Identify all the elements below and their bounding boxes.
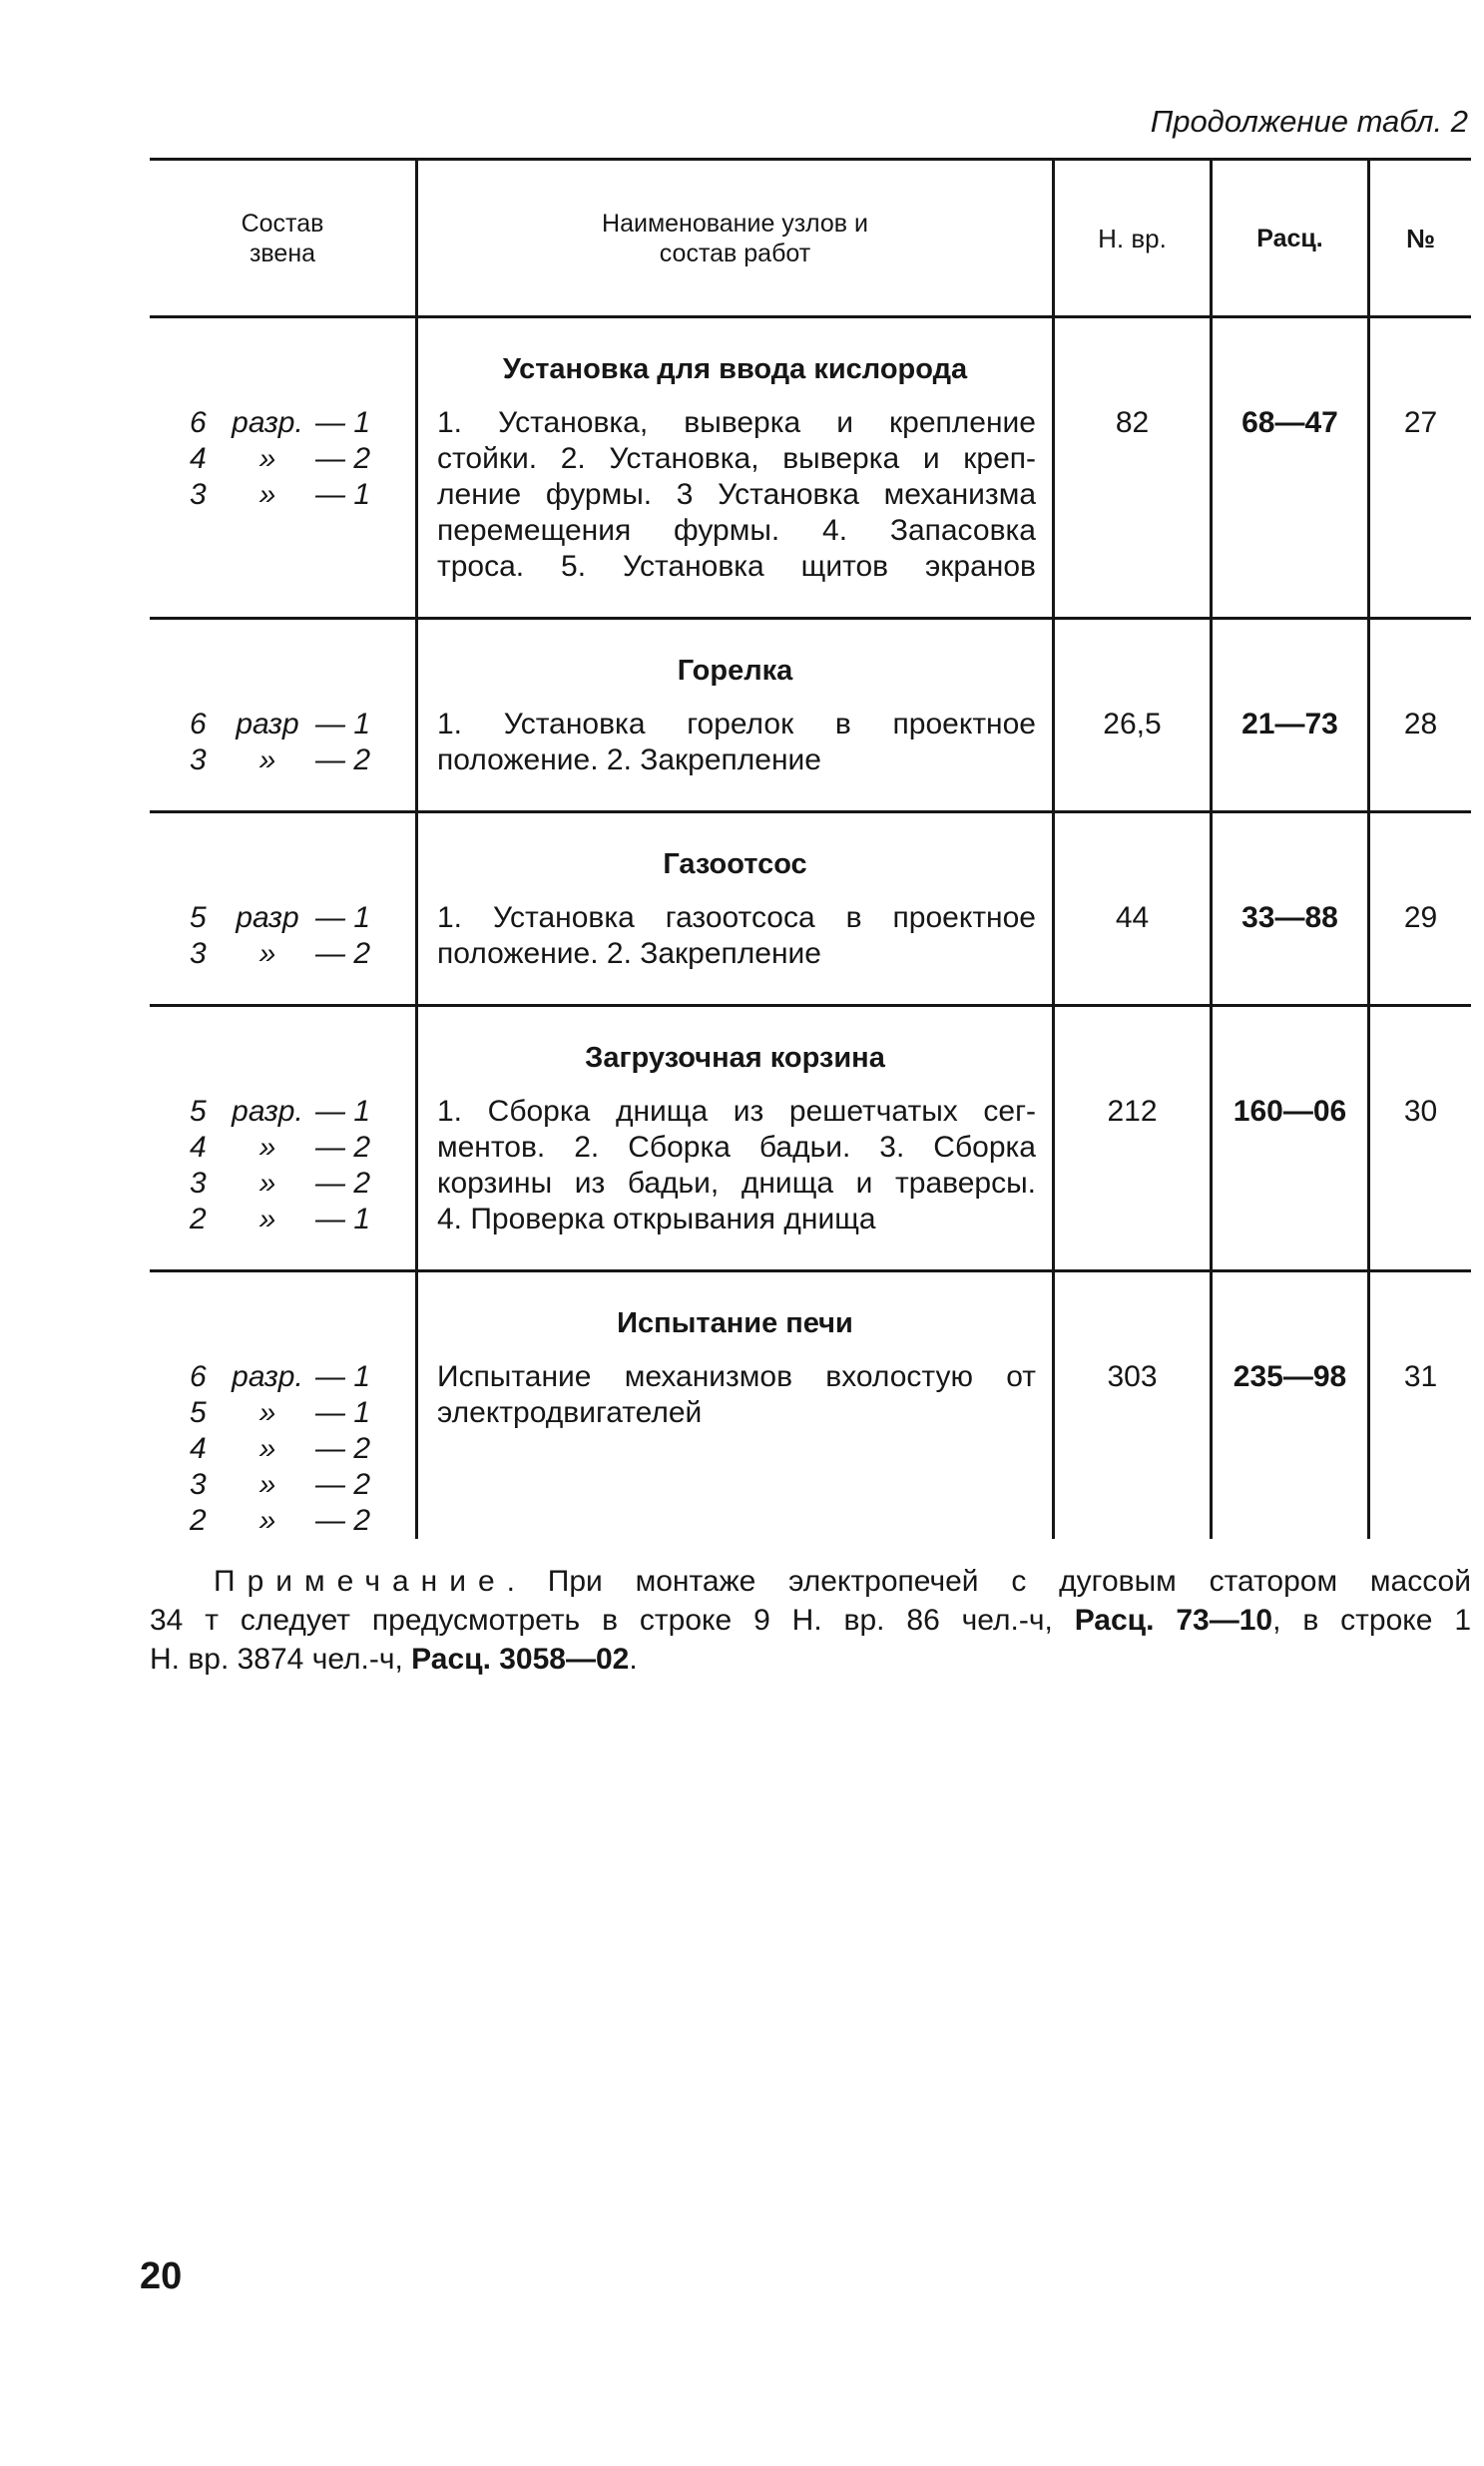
work-description-line: 1. Установка горелок в проектное (437, 708, 1036, 740)
crew-grade-unit: » (258, 478, 276, 511)
work-description-cell (415, 620, 1052, 810)
crew-grade-unit: » (258, 937, 276, 970)
crew-grade: 3 (190, 937, 207, 970)
note-rate: Расц. 3058—02 (411, 1643, 630, 1676)
norm-time-value: 26,5 (1103, 708, 1162, 740)
note-text: 34 т следует предусмотреть в строке 9 Н. вр. 86 чел.-ч, (150, 1604, 1075, 1637)
note-text: , в строке 1 (1272, 1604, 1471, 1637)
work-description-line: стойки. 2. Установка, выверка и креп- (437, 442, 1036, 475)
row-number-value: 27 (1403, 406, 1438, 439)
crew-line (150, 441, 415, 477)
crew-grade: 2 (190, 1203, 207, 1235)
work-description-cell (415, 1007, 1052, 1269)
rate-value: 235—98 (1233, 1360, 1347, 1393)
crew-grade-unit: » (258, 1468, 276, 1501)
crew-grade-unit: разр. (232, 406, 303, 439)
crew-quantity: — 2 (315, 1167, 371, 1200)
row-number-value: 30 (1403, 1095, 1438, 1128)
crew-grade: 5 (190, 901, 207, 934)
rate-value: 68—47 (1241, 406, 1338, 439)
note-line (150, 1601, 1471, 1640)
crew-grade: 6 (190, 1360, 207, 1393)
crew-composition-cell (150, 318, 415, 617)
norm-time-value: 303 (1107, 1360, 1158, 1393)
table-section (150, 813, 1471, 1007)
crew-quantity: — 1 (315, 1203, 371, 1235)
rate-value: 160—06 (1233, 1095, 1347, 1128)
crew-line (150, 1094, 415, 1130)
crew-line (150, 900, 415, 936)
crew-line (150, 1359, 415, 1395)
column-header-text-line: состав работ (659, 239, 811, 267)
column-header-text-line: Состав (241, 209, 324, 238)
crew-grade-unit: » (258, 1167, 276, 1200)
column-header-work (415, 161, 1052, 315)
column-header-norm-time (1052, 161, 1210, 315)
crew-quantity: — 1 (315, 901, 371, 934)
crew-line (150, 1431, 415, 1467)
crew-grade: 5 (190, 1396, 207, 1429)
norm-time-cell (1052, 1007, 1210, 1269)
crew-line (150, 707, 415, 742)
page-number: 20 (140, 2255, 183, 2297)
rate-cell (1210, 1272, 1367, 1539)
crew-grade-unit: разр. (232, 1095, 303, 1128)
norm-time-value: 44 (1115, 901, 1150, 934)
norm-time-value: 82 (1115, 406, 1150, 439)
crew-composition-cell (150, 1007, 415, 1269)
crew-composition-cell (150, 620, 415, 810)
row-number-value: 28 (1403, 708, 1438, 740)
column-header-text-line: № (1406, 223, 1435, 253)
rate-value: 33—88 (1241, 901, 1338, 934)
rate-cell (1210, 1007, 1367, 1269)
crew-grade-unit: разр (236, 901, 299, 934)
crew-grade-unit: разр. (232, 1360, 303, 1393)
crew-line (150, 936, 415, 972)
crew-composition-cell (150, 1272, 415, 1539)
table-section (150, 1007, 1471, 1272)
work-norms-table (150, 158, 1471, 1539)
work-description-line: ментов. 2. Сборка бадьи. 3. Сборка (437, 1131, 1036, 1164)
column-header-text-line: звена (248, 239, 316, 267)
crew-line (150, 1130, 415, 1166)
crew-grade-unit: » (258, 1432, 276, 1465)
norm-time-cell (1052, 813, 1210, 1004)
work-description-line: 4. Проверка открывания днища (437, 1203, 876, 1235)
work-description-line: корзины из бадьи, днища и траверсы. (437, 1167, 1036, 1200)
work-description-line: 1. Установка, выверка и крепление (437, 406, 1036, 439)
crew-quantity: — 2 (315, 937, 371, 970)
section-title: Установка для ввода кислорода (502, 353, 968, 385)
rate-cell (1210, 318, 1367, 617)
work-description-line: 1. Сборка днища из решетчатых сег- (437, 1095, 1036, 1128)
section-title: Испытание печи (617, 1307, 853, 1339)
crew-line (150, 1395, 415, 1431)
crew-grade-unit: » (258, 1131, 276, 1164)
work-description-line: Испытание механизмов вхолостую от (437, 1360, 1036, 1393)
crew-line (150, 405, 415, 441)
column-header-crew (150, 161, 415, 315)
norm-time-cell (1052, 620, 1210, 810)
column-header-text-line: Наименование узлов и (602, 209, 868, 238)
note-text: . (629, 1643, 638, 1676)
crew-grade: 3 (190, 1167, 207, 1200)
crew-grade: 5 (190, 1095, 207, 1128)
rate-cell (1210, 620, 1367, 810)
crew-grade: 4 (190, 442, 207, 475)
crew-grade: 4 (190, 1432, 207, 1465)
crew-grade-unit: разр (236, 708, 299, 740)
crew-grade: 4 (190, 1131, 207, 1164)
crew-quantity: — 2 (315, 743, 371, 776)
row-number-cell (1367, 1272, 1471, 1539)
crew-quantity: — 2 (315, 1504, 371, 1537)
crew-line (150, 1467, 415, 1503)
note-rate: Расц. 73—10 (1074, 1604, 1273, 1637)
row-number-cell (1367, 813, 1471, 1004)
crew-quantity: — 2 (315, 1432, 371, 1465)
section-title: Горелка (677, 655, 793, 687)
note-line (150, 1562, 1471, 1601)
crew-grade: 3 (190, 743, 207, 776)
column-header-number (1367, 161, 1471, 315)
crew-quantity: — 1 (315, 406, 371, 439)
work-description-line: ление фурмы. 3 Установка механизма (437, 478, 1036, 511)
rate-cell (1210, 813, 1367, 1004)
crew-grade: 3 (190, 1468, 207, 1501)
crew-composition-cell (150, 813, 415, 1004)
column-header-rate (1210, 161, 1367, 315)
row-number-cell (1367, 620, 1471, 810)
note-label: Примечание (214, 1565, 507, 1598)
crew-grade-unit: » (258, 1203, 276, 1235)
row-number-value: 31 (1403, 1360, 1438, 1393)
crew-grade: 6 (190, 406, 207, 439)
table-section (150, 318, 1471, 620)
table-section (150, 620, 1471, 813)
crew-grade-unit: » (258, 743, 276, 776)
row-number-value: 29 (1403, 901, 1438, 934)
crew-grade-unit: » (258, 1396, 276, 1429)
table-continuation-caption: Продолжение табл. 2 (1150, 104, 1468, 139)
crew-quantity: — 2 (315, 1131, 371, 1164)
work-description-line: троса. 5. Установка щитов экранов (437, 550, 1036, 583)
norm-time-cell (1052, 318, 1210, 617)
column-header-text-line: Н. вр. (1098, 223, 1167, 253)
work-description-line: положение. 2. Закрепление (437, 743, 821, 776)
section-title: Газоотсос (663, 848, 807, 880)
work-description-cell (415, 318, 1052, 617)
section-title: Загрузочная корзина (585, 1042, 885, 1074)
table-footnote (150, 1562, 1471, 1679)
crew-line (150, 1503, 415, 1539)
crew-quantity: — 1 (315, 478, 371, 511)
crew-grade: 6 (190, 708, 207, 740)
table-section (150, 1272, 1471, 1539)
rate-value: 21—73 (1241, 708, 1338, 740)
crew-grade: 2 (190, 1504, 207, 1537)
crew-quantity: — 1 (315, 1095, 371, 1128)
table-header-row (150, 158, 1471, 318)
crew-grade-unit: » (258, 1504, 276, 1537)
crew-line (150, 742, 415, 778)
crew-quantity: — 1 (315, 1360, 371, 1393)
crew-grade: 3 (190, 478, 207, 511)
norm-time-cell (1052, 1272, 1210, 1539)
note-text: Н. вр. 3874 чел.-ч, (150, 1643, 412, 1676)
row-number-cell (1367, 1007, 1471, 1269)
note-line (150, 1640, 1471, 1679)
work-description-line: 1. Установка газоотсоса в проектное (437, 901, 1036, 934)
work-description-cell (415, 1272, 1052, 1539)
work-description-line: положение. 2. Закрепление (437, 937, 821, 970)
note-text: . При монтаже электропечей с дуговым статором массой (506, 1565, 1471, 1598)
column-header-text-line: Расц. (1256, 224, 1323, 252)
crew-line (150, 1166, 415, 1202)
crew-line (150, 477, 415, 513)
work-description-line: перемещения фурмы. 4. Запасовка (437, 514, 1036, 547)
row-number-cell (1367, 318, 1471, 617)
crew-quantity: — 1 (315, 1396, 371, 1429)
crew-quantity: — 1 (315, 708, 371, 740)
work-description-line: электродвигателей (437, 1396, 703, 1429)
norm-time-value: 212 (1107, 1095, 1158, 1128)
crew-quantity: — 2 (315, 442, 371, 475)
crew-quantity: — 2 (315, 1468, 371, 1501)
work-description-cell (415, 813, 1052, 1004)
crew-line (150, 1202, 415, 1237)
crew-grade-unit: » (258, 442, 276, 475)
